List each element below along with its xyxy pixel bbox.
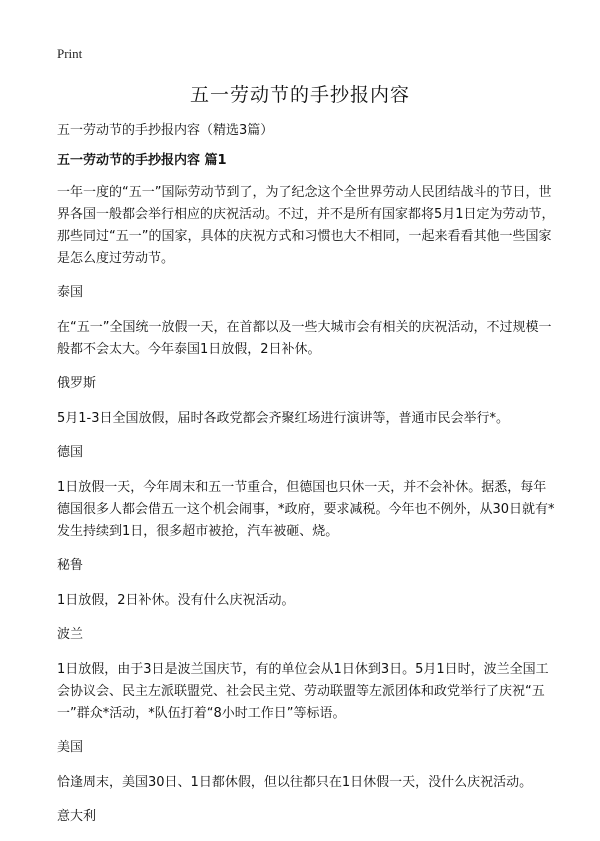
- section-heading: 五一劳动节的手抄报内容 篇1: [57, 153, 227, 168]
- country-paragraph-germany: 1日放假一天，今年周末和五一节重合，但德国也只休一天，并不会补休。据悉，每年德国很多人都会借五一这个机会闹事，*政府，要求减税。今年也不例外，从30日就有*发生持续到1日，很多超市被抢，汽车被砸、烧。: [57, 480, 555, 539]
- document-body: [57, 120, 557, 841]
- document-title: 五一劳动节的手抄报内容: [189, 84, 410, 106]
- document-subtitle: 五一劳动节的手抄报内容（精选3篇）: [57, 123, 274, 138]
- country-heading-germany: 德国: [57, 445, 84, 460]
- country-paragraph-poland: 1日放假，由于3日是波兰国庆节，有的单位会从1日休到3日。5月1日时，波兰全国工会协议会、民主左派联盟党、社会民主党、劳动联盟等左派团体和政党举行了庆祝“五一”群众*活动，*队伍打着“8小时工作日”等标语。: [57, 662, 549, 721]
- print-link[interactable]: Print: [57, 46, 83, 61]
- country-heading-peru: 秘鲁: [57, 558, 84, 573]
- country-heading-russia: 俄罗斯: [57, 376, 97, 391]
- country-heading-poland: 波兰: [57, 627, 84, 642]
- country-paragraph-russia: 5月1-3日全国放假，届时各政党都会齐聚红场进行演讲等，普通市民会举行*。: [57, 411, 510, 426]
- country-paragraph-thailand: 在“五一”全国统一放假一天，在首都以及一些大城市会有相关的庆祝活动，不过规模一般都不会太大。今年泰国1日放假，2日补休。: [57, 320, 552, 357]
- country-heading-thailand: 泰国: [57, 285, 84, 300]
- country-heading-usa: 美国: [57, 740, 84, 755]
- country-paragraph-peru: 1日放假，2日补休。没有什么庆祝活动。: [57, 593, 295, 608]
- intro-paragraph: 一年一度的“五一”国际劳动节到了，为了纪念这个全世界劳动人民团结战斗的节日，世界各国一般都会举行相应的庆祝活动。不过，并不是所有国家都将5月1日定为劳动节，那些同过“五一”的国家，具体的庆祝方式和习惯也大不相同，一起来看看其他一些国家是怎么度过劳动节。: [57, 185, 555, 266]
- country-heading-italy: 意大利: [57, 809, 97, 824]
- country-paragraph-usa: 恰逢周末，美国30日、1日都休假，但以往都只在1日休假一天，没什么庆祝活动。: [57, 775, 533, 790]
